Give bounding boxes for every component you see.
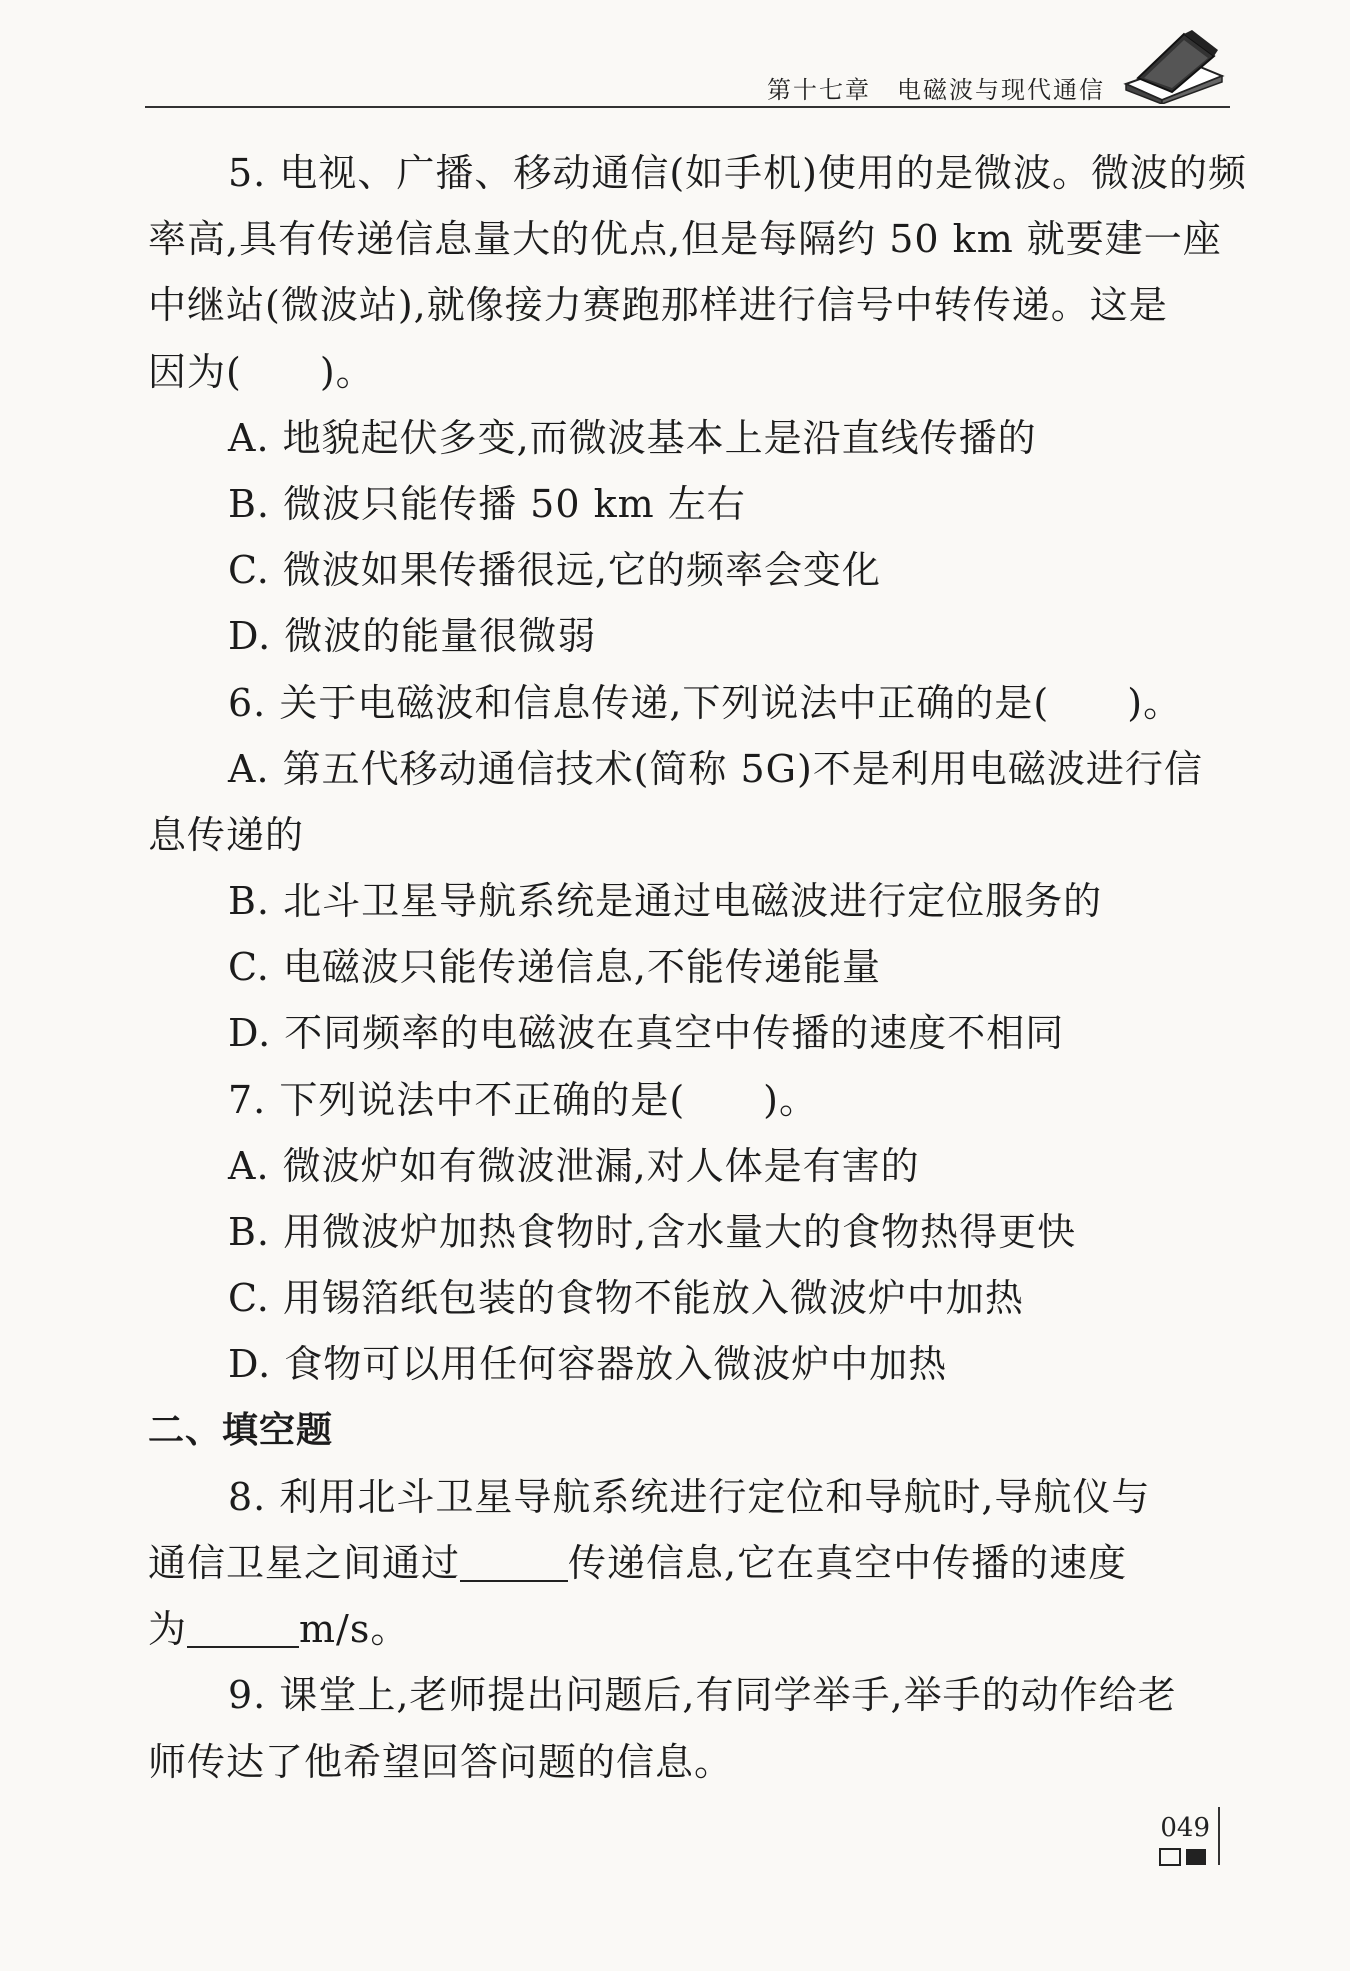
section-heading: 二、填空题 bbox=[148, 1409, 334, 1451]
question-5-line-4: 因为( )。 bbox=[148, 349, 375, 394]
question-9-line-1: 9. 课堂上,老师提出问题后,有同学举手,举手的动作给老 bbox=[228, 1673, 1177, 1718]
chapter-title: 第十七章 电磁波与现代通信 bbox=[767, 76, 1105, 104]
answer-blank[interactable] bbox=[460, 1544, 568, 1582]
question-8-line-2-part-1: 通信卫星之间通过 bbox=[148, 1540, 461, 1585]
question-8-line-1: 8. 利用北斗卫星导航系统进行定位和导航时,导航仪与 bbox=[228, 1474, 1151, 1519]
question-9-line-2: 师传达了他希望回答问题的信息。 bbox=[148, 1739, 734, 1784]
question-8-line-3-part-1: 为 bbox=[148, 1607, 188, 1652]
question-6-option-a-line-1: A. 第五代移动通信技术(简称 5G)不是利用电磁波进行信 bbox=[228, 746, 1203, 791]
question-5-line-2: 率高,具有传递信息量大的优点,但是每隔约 50 km 就要建一座 bbox=[148, 217, 1222, 262]
answer-blank[interactable] bbox=[187, 1610, 299, 1648]
page-number: 049 bbox=[1160, 1813, 1210, 1843]
question-8-line-3-part-2: m/s。 bbox=[299, 1607, 410, 1652]
page-content bbox=[148, 140, 1247, 1795]
question-5-option-c: C. 微波如果传播很远,它的频率会变化 bbox=[228, 548, 881, 593]
question-7-option-a: A. 微波炉如有微波泄漏,对人体是有害的 bbox=[228, 1143, 920, 1188]
question-8-line-2 bbox=[148, 1530, 1233, 1596]
question-6-option-c: C. 电磁波只能传递信息,不能传递能量 bbox=[228, 945, 881, 990]
page-footer bbox=[1150, 1795, 1230, 1865]
question-6-option-b: B. 北斗卫星导航系统是通过电磁波进行定位服务的 bbox=[228, 879, 1103, 924]
question-7-option-d: D. 食物可以用任何容器放入微波炉中加热 bbox=[228, 1342, 948, 1387]
question-5-line-3: 中继站(微波站),就像接力赛跑那样进行信号中转传递。这是 bbox=[148, 283, 1168, 328]
question-6-option-d: D. 不同频率的电磁波在真空中传播的速度不相同 bbox=[228, 1011, 1065, 1056]
question-6-option-a-line-2: 息传递的 bbox=[148, 812, 305, 857]
question-8-line-3 bbox=[148, 1596, 1233, 1662]
page-header bbox=[145, 56, 1230, 106]
question-5-line-1: 5. 电视、广播、移动通信(如手机)使用的是微波。微波的频 bbox=[228, 151, 1247, 195]
page-marker-icon bbox=[1158, 1847, 1210, 1867]
question-6-stem: 6. 关于电磁波和信息传递,下列说法中正确的是( )。 bbox=[228, 680, 1183, 725]
question-5-option-a: A. 地貌起伏多变,而微波基本上是沿直线传播的 bbox=[228, 415, 1037, 460]
book-icon bbox=[1118, 26, 1228, 104]
question-7-stem: 7. 下列说法中不正确的是( )。 bbox=[228, 1077, 818, 1122]
question-7-option-b: B. 用微波炉加热食物时,含水量大的食物热得更快 bbox=[228, 1210, 1077, 1254]
question-8-line-2-part-2: 传递信息,它在真空中传播的速度 bbox=[568, 1540, 1128, 1585]
question-5-option-b: B. 微波只能传播 50 km 左右 bbox=[228, 481, 746, 526]
header-rule bbox=[145, 106, 1230, 108]
question-7-option-c: C. 用锡箔纸包装的食物不能放入微波炉中加热 bbox=[228, 1276, 1024, 1321]
footer-rule bbox=[1218, 1807, 1220, 1865]
question-5-option-d: D. 微波的能量很微弱 bbox=[228, 614, 597, 659]
